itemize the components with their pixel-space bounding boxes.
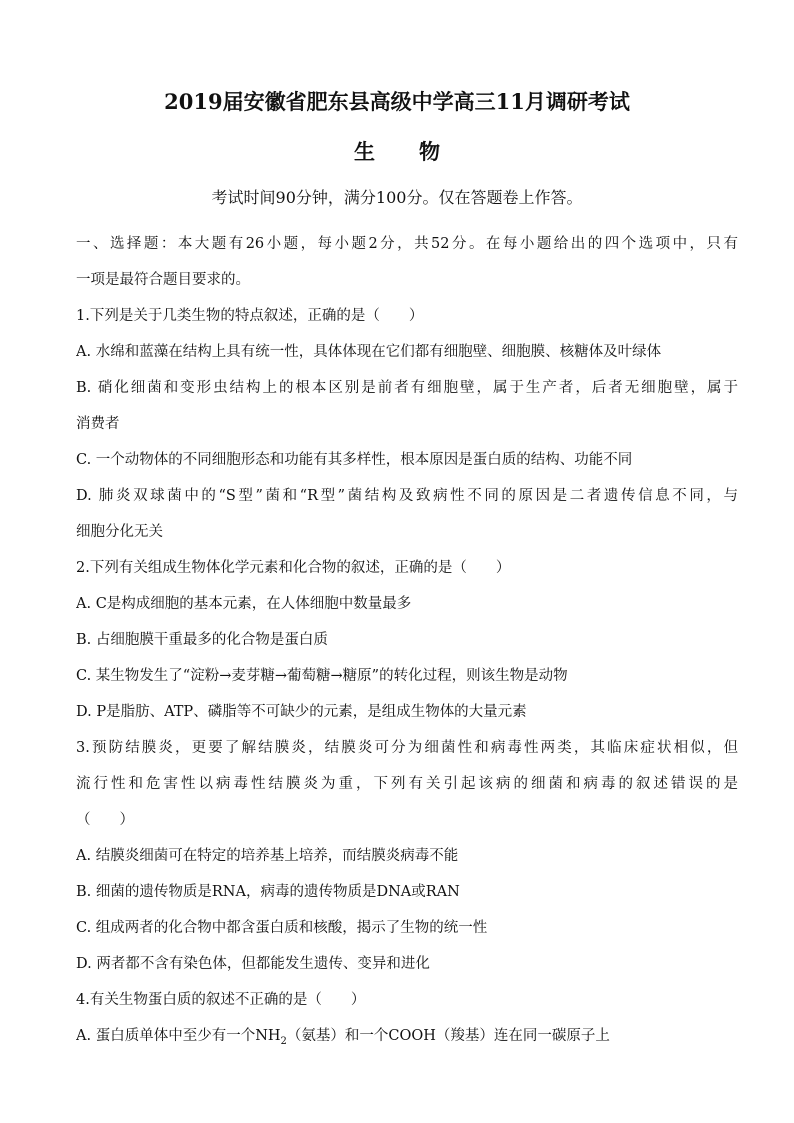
question-1-option-b-line-1: B. 硝化细菌和变形虫结构上的根本区别是前者有细胞壁，属于生产者，后者无细胞壁，属于 [76,380,738,396]
question-2-option-a: A. C是构成细胞的基本元素，在人体细胞中数量最多 [76,596,412,612]
subject-heading [0,136,794,166]
question-3-option-b: B. 细菌的遗传物质是RNA，病毒的遗传物质是DNA或RAN [76,884,460,900]
question-1-option-d-line-2: 细胞分化无关 [76,524,163,540]
question-3-stem-line-1: 3.预防结膜炎，更要了解结膜炎，结膜炎可分为细菌性和病毒性两类，其临床症状相似，但 [76,740,738,756]
section-intro-line-2: 一项是最符合题目要求的。 [76,272,250,288]
question-3-option-c: C. 组成两者的化合物中都含蛋白质和核酸，揭示了生物的统一性 [76,920,488,936]
question-3-option-d: D. 两者都不含有染色体，但都能发生遗传、变异和进化 [76,956,430,972]
question-2-option-c: C. 某生物发生了“淀粉→麦芽糖→葡萄糖→糖原”的转化过程，则该生物是动物 [76,668,568,684]
question-3-stem-line-2: 流行性和危害性以病毒性结膜炎为重，下列有关引起该病的细菌和病毒的叙述错误的是 [76,776,738,792]
exam-body [76,226,738,1054]
question-3-stem-line-3: （ ） [76,812,134,828]
question-2-option-b: B. 占细胞膜干重最多的化合物是蛋白质 [76,632,328,648]
exam-title: 2019届安徽省肥东县高级中学高三11月调研考试 [164,89,630,114]
section-intro-line-1: 一、选择题：本大题有26小题，每小题2分，共52分。在每小题给出的四个选项中，只有 [76,236,738,252]
subject-char-1: 生 [354,139,375,164]
question-2-option-d: D. P是脂肪、ATP、磷脂等不可缺少的元素，是组成生物体的大量元素 [76,704,527,720]
question-3-option-a: A. 结膜炎细菌可在特定的培养基上培养，而结膜炎病毒不能 [76,848,459,864]
question-4-stem: 4.有关生物蛋白质的叙述不正确的是（ ） [76,992,366,1008]
question-1-option-d-line-1: D. 肺炎双球菌中的“S型”菌和“R型”菌结构及致病性不同的原因是二者遗传信息不同，与 [76,488,738,504]
question-1-option-b-line-2: 消费者 [76,416,120,432]
question-4-option-a-prefix: A. 蛋白质单体中至少有一个NH [76,1028,281,1044]
question-4-option-a-subscript: 2 [280,1035,287,1047]
question-1-option-c: C. 一个动物体的不同细胞形态和功能有其多样性，根本原因是蛋白质的结构、功能不同 [76,452,633,468]
question-2-stem: 2.下列有关组成生物体化学元素和化合物的叙述，正确的是（ ） [76,560,511,576]
subject-char-2: 物 [419,139,440,164]
question-4-option-a [76,1018,738,1054]
exam-info: 考试时间90分钟，满分100分。仅在答题卷上作答。 [211,188,583,207]
question-4-option-a-suffix: （氨基）和一个COOH（羧基）连在同一碳原子上 [286,1028,610,1044]
question-1-option-a: A. 水绵和蓝藻在结构上具有统一性，具体体现在它们都有细胞壁、细胞膜、核糖体及叶绿体 [76,344,662,360]
question-1-stem: 1.下列是关于几类生物的特点叙述，正确的是（ ） [76,308,424,324]
